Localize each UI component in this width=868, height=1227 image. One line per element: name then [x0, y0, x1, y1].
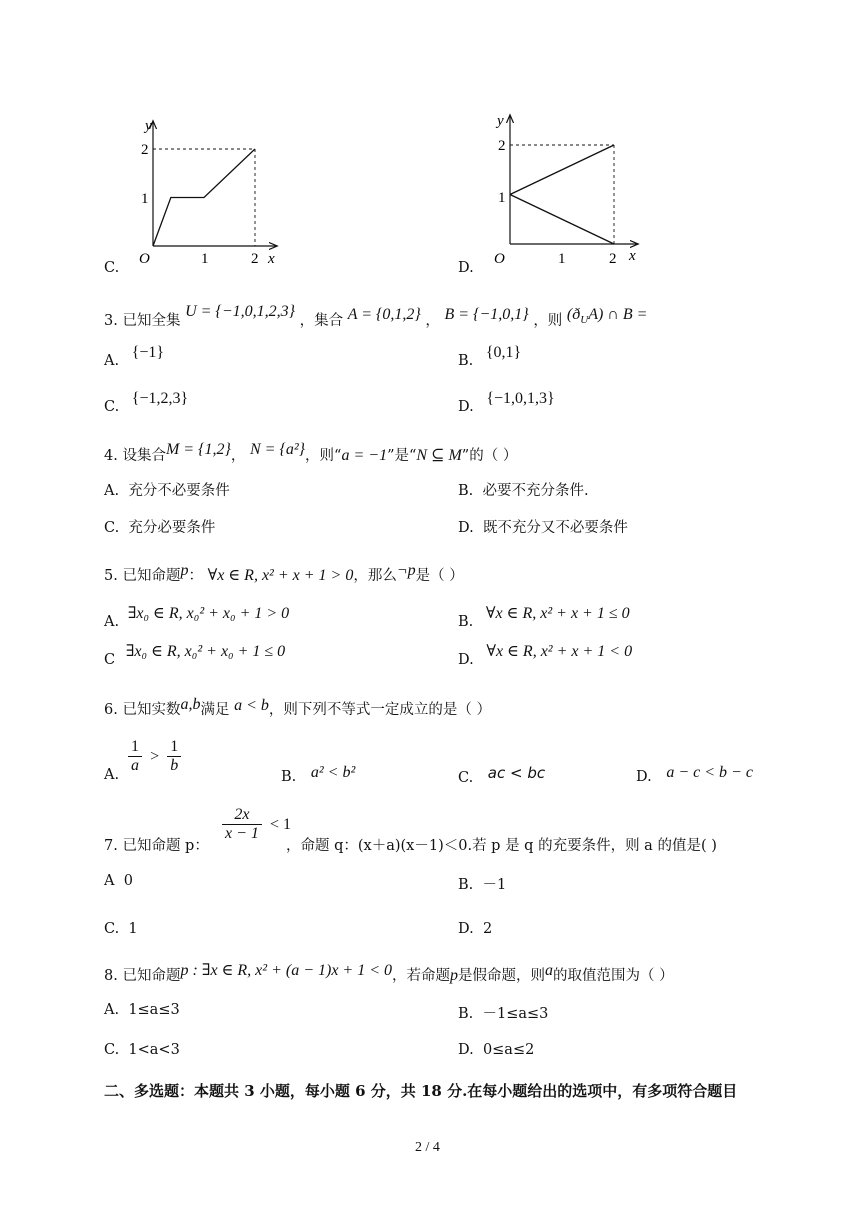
graph-c — [120, 110, 290, 270]
option-c-letter: C. — [104, 260, 120, 276]
y-tick-2: 2 — [498, 138, 506, 154]
page-number: 2 / 4 — [415, 1140, 440, 1155]
q7-option-a: A 0 — [104, 873, 133, 889]
q5-option-c: C ∃x₀ ∈ R, x₀² + x₀ + 1 ≤ 0 — [104, 643, 286, 668]
x-tick-1: 1 — [201, 251, 209, 267]
origin-label: O — [139, 251, 150, 267]
q5-option-b: B. ∀x ∈ R, x² + x + 1 ≤ 0 — [458, 605, 630, 630]
q3-option-d: D. {−1,0,1,3} — [458, 390, 555, 415]
q7-stem-tail: ，命题 q：(x＋a)(x－1)＜0.若 p 是 q 的充要条件，则 a 的值是( ) — [286, 838, 717, 854]
q6-option-c: C. ac < bc — [458, 764, 546, 786]
x-tick-2: 2 — [251, 251, 259, 267]
y-label: y — [145, 118, 152, 134]
q6-option-a-expr: $\frac{1}{a}$ > $\frac{1}{b}$ — [128, 738, 181, 775]
x-tick-1: 1 — [558, 251, 566, 267]
q6-option-a-letter: A. — [104, 767, 120, 783]
q3-set-a: A = {0,1,2} — [347, 306, 421, 323]
q3-set-b: B = {−1,0,1} — [444, 306, 529, 323]
q5-option-d: D. ∀x ∈ R, x² + x + 1 < 0 — [458, 643, 633, 668]
q7-option-c: C. 1 — [104, 921, 138, 937]
q4-option-b: B. 必要不充分条件. — [458, 483, 589, 499]
q7-option-d: D. 2 — [458, 921, 493, 937]
y-tick-1: 1 — [498, 190, 506, 206]
q6-option-d: D. a − c < b − c — [636, 764, 753, 785]
section-2-heading: 二、多选题：本题共 3 小题，每小题 6 分，共 18 分.在每小题给出的选项中，有多项符合题目 — [104, 1082, 738, 1100]
option-d-letter: D. — [458, 260, 474, 276]
q8-option-d: D. 0≤a≤2 — [458, 1042, 535, 1058]
x-tick-2: 2 — [609, 251, 617, 267]
y-label: y — [497, 113, 504, 129]
q3-option-a: A. {−1} — [104, 344, 165, 369]
q7-fraction: $\frac{2x}{x - 1}$ < 1 — [222, 806, 291, 843]
function-segment-1 — [510, 145, 614, 195]
q7-option-b: B. －1 — [458, 877, 507, 893]
q4-option-a: A. 充分不必要条件 — [104, 483, 230, 499]
q5-option-a: A. ∃x₀ ∈ R, x₀² + x₀ + 1 > 0 — [104, 605, 290, 630]
graph-d — [477, 108, 647, 268]
q6-option-b: B. a² < b² — [281, 764, 356, 785]
q4-stem: 4. 设集合M = {1,2}， N = {a²}，则“a = −1”是“N ⊆ M”的（ ） — [104, 441, 518, 464]
q4-option-c: C. 充分必要条件 — [104, 520, 216, 536]
q8-option-a: A. 1≤a≤3 — [104, 1002, 180, 1018]
function-segment-2 — [510, 195, 614, 245]
q3-option-b: B. {0,1} — [458, 344, 522, 369]
q5-stem: 5. 已知命题p： ∀x ∈ R, x² + x + 1 > 0，那么¬p是（ ） — [104, 562, 464, 584]
q8-option-c: C. 1<a<3 — [104, 1042, 180, 1058]
function-lines — [510, 145, 614, 244]
x-label: x — [629, 248, 636, 264]
q4-option-d: D. 既不充分又不必要条件 — [458, 520, 628, 536]
y-tick-1: 1 — [141, 191, 149, 207]
q8-option-b: B. －1≤a≤3 — [458, 1006, 549, 1022]
q3-option-c: C. {−1,2,3} — [104, 390, 189, 415]
q3-result-expr: $(ð_UA)$ ∩ B = — [566, 306, 648, 327]
q6-stem: 6. 已知实数a,b满足 a < b，则下列不等式一定成立的是（ ） — [104, 696, 491, 718]
y-tick-2: 2 — [141, 142, 149, 158]
q8-stem: 8. 已知命题p : ∃x ∈ R, x² + (a − 1)x + 1 < 0，若命题p是假命题，则a的取值范围为（ ） — [104, 962, 674, 984]
function-line — [153, 149, 255, 246]
q3-set-u: U = {−1,0,1,2,3} — [185, 303, 296, 320]
x-label: x — [268, 251, 275, 267]
q3-stem: 3. 已知全集 U = {−1,0,1,2,3} ，集合 A = {0,1,2} ， B = {−1,0,1} ，则 $(ð_UA)$ ∩ B = — [104, 303, 648, 329]
origin-label: O — [494, 251, 505, 267]
q7-stem-prefix: 7. 已知命题 p： — [104, 838, 209, 854]
